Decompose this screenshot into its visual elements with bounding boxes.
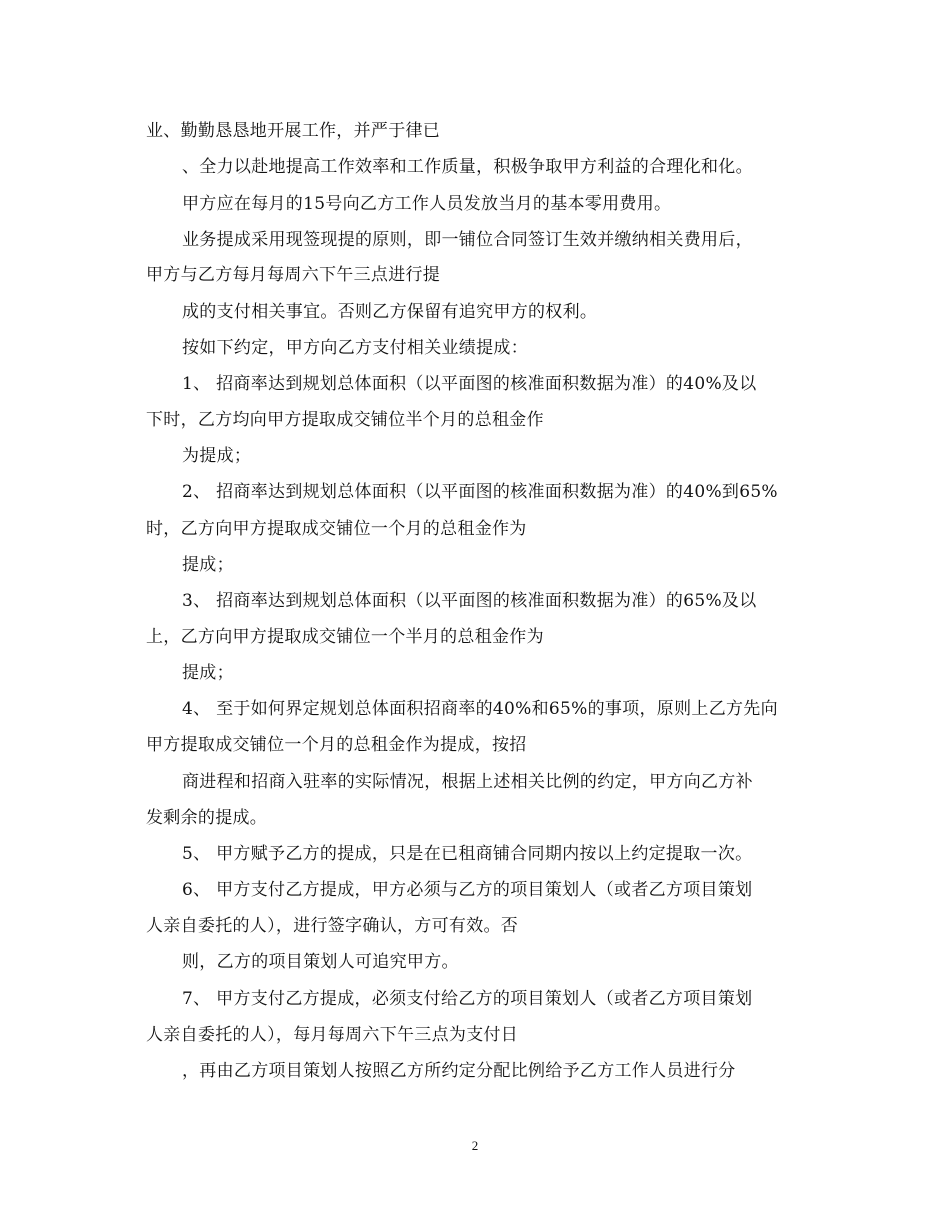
text-line: 则，乙方的项目策划人可追究甲方。 <box>182 952 459 972</box>
text-line: 提成； <box>182 663 234 683</box>
text-line: 提成； <box>182 555 234 575</box>
text-line: 甲方提取成交铺位一个月的总租金作为提成，按招 <box>146 735 527 755</box>
page-number: 2 <box>471 1138 479 1153</box>
text-line: 下时，乙方均向甲方提取成交铺位半个月的总租金作 <box>146 410 544 430</box>
text-line: 4、 至于如何界定规划总体面积招商率的40%和65%的事项，原则上乙方先向 <box>182 699 778 719</box>
text-line: 、全力以赴地提高工作效率和工作质量，积极争取甲方利益的合理化和化。 <box>182 157 753 177</box>
text-line: 7、 甲方支付乙方提成，必须支付给乙方的项目策划人（或者乙方项目策划 <box>182 989 753 1009</box>
text-line: 上，乙方向甲方提取成交铺位一个半月的总租金作为 <box>146 627 544 647</box>
text-line: 6、 甲方支付乙方提成，甲方必须与乙方的项目策划人（或者乙方项目策划 <box>182 880 753 900</box>
text-line: 业务提成采用现签现提的原则，即一铺位合同签订生效并缴纳相关费用后， <box>182 230 753 250</box>
text-line: 甲方与乙方每月每周六下午三点进行提 <box>146 265 441 285</box>
text-line: 1、 招商率达到规划总体面积（以平面图的核准面积数据为准）的40%及以 <box>182 374 757 394</box>
text-line: 商进程和招商入驻率的实际情况，根据上述相关比例的约定，甲方向乙方补 <box>182 772 753 792</box>
text-line: 2、 招商率达到规划总体面积（以平面图的核准面积数据为准）的40%到65% <box>182 482 778 502</box>
text-line: 为提成； <box>182 446 252 466</box>
text-line: 3、 招商率达到规划总体面积（以平面图的核准面积数据为准）的65%及以 <box>182 591 757 611</box>
text-line: 人亲自委托的人），每月每周六下午三点为支付日 <box>146 1025 519 1045</box>
text-line: ，再由乙方项目策划人按照乙方所约定分配比例给予乙方工作人员进行分 <box>182 1061 736 1081</box>
text-line: 发剩余的提成。 <box>146 808 268 828</box>
text-line: 5、 甲方赋予乙方的提成，只是在已租商铺合同期内按以上约定提取一次。 <box>182 844 753 864</box>
text-line: 甲方应在每月的15号向乙方工作人员发放当月的基本零用费用。 <box>182 194 672 214</box>
text-line: 成的支付相关事宜。否则乙方保留有追究甲方的权利。 <box>182 302 598 322</box>
text-line: 时，乙方向甲方提取成交铺位一个月的总租金作为 <box>146 519 527 539</box>
text-line: 业、勤勤恳恳地开展工作，并严于律已 <box>146 121 441 141</box>
text-line: 人亲自委托的人），进行签字确认，方可有效。否 <box>146 916 519 936</box>
text-line: 按如下约定，甲方向乙方支付相关业绩提成： <box>182 338 528 358</box>
